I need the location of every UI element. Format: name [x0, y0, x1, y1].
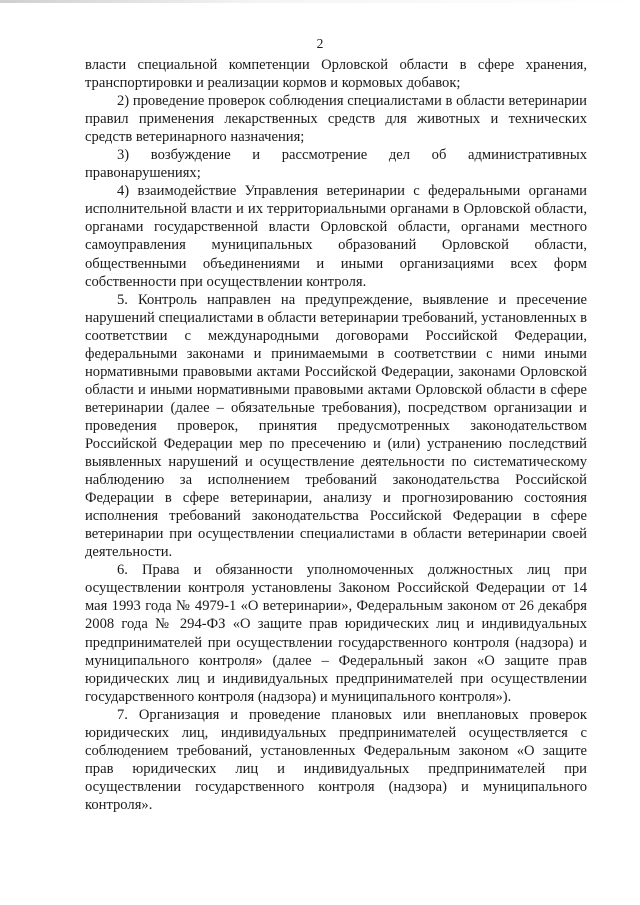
document-body [85, 56, 587, 814]
paragraph-competence-continuation: власти специальной компетенции Орловской области в сфере хранения, транспортировки и реализации кормов и кормовых добавок; [85, 57, 587, 92]
paragraph-clause-6-rights: 6. Права и обязанности уполномоченных должностных лиц при осуществлении контроля установлены Законом Российской Федерации от 14 мая 1993 года № 4979-1 «О ветеринарии», Федеральным законом от 26 декабря 2008 года № 294-ФЗ «О защите прав юридических лиц и индивидуальных предпринимателей при осуществлении государственного контроля (надзора) и муниципального контроля» (далее – Федеральный закон «О защите прав юридических лиц и индивидуальных предпринимателей при осуществлении государственного контроля (надзора) и муниципального контроля»). [85, 562, 587, 705]
paragraph-item-2-inspections: 2) проведение проверок соблюдения специалистами в области ветеринарии правил применения лекарственных средств для животных и технических средств ветеринарного назначения; [85, 93, 587, 146]
page-number: 2 [316, 36, 324, 51]
paragraph-clause-5-control: 5. Контроль направлен на предупреждение, выявление и пресечение нарушений специалистами в области ветеринарии требований, установленных в соответствии с международными договорами Российской Федерации, федеральными законами и принимаемыми в соответствии с ними иными нормативными правовыми актами Российской Федерации, законами Орловской области и иными нормативными правовыми актами Орловской области в сфере ветеринарии (далее – обязательные требования), посредством организации и проведения проверок, принятия предусмотренных законодательством Российской Федерации мер по пресечению и (или) устранению последствий выявленных нарушений и осуществление деятельности по систематическому наблюдению за исполнением требований законодательства Российской Федерации в сфере ветеринарии, анализу и прогнозированию состояния исполнения требований законодательства Российской Федерации в сфере ветеринарии при осуществлении специалистами в области ветеринарии своей деятельности. [85, 291, 587, 561]
paragraph-item-3-administrative: 3) возбуждение и рассмотрение дел об административных правонарушениях; [85, 147, 587, 182]
paragraph-clause-7-organization: 7. Организация и проведение плановых или внеплановых проверок юридических лиц, индивидуальных предпринимателей осуществляется с соблюдением требований, установленных Федеральным законом «О защите прав юридических лиц и индивидуальных предпринимателей при осуществлении государственного контроля (надзора) и муниципального контроля». [85, 706, 587, 813]
paragraph-item-4-interaction: 4) взаимодействие Управления ветеринарии с федеральными органами исполнительной власти и их территориальными органами в Орловской области, органами государственной власти Орловской области, органами местного самоуправления муниципальных образований Орловской области, общественными объединениями и иными организациями всех форм собственности при осуществлении контроля. [85, 183, 587, 290]
scan-edge-mark [0, 0, 640, 3]
